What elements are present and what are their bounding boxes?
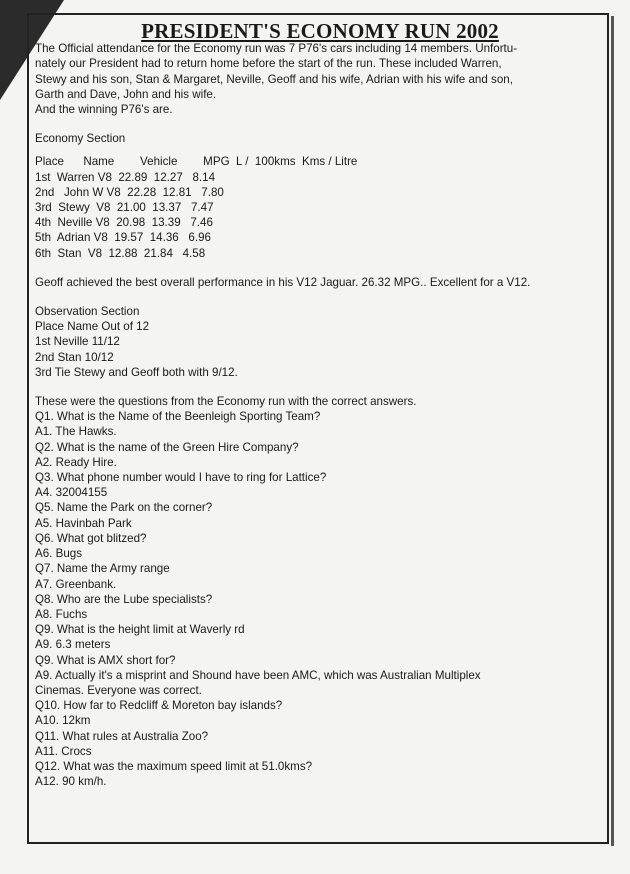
- qa-line: A12. 90 km/h.: [35, 775, 107, 789]
- qa-line: Q6. What got blitzed?: [35, 531, 147, 545]
- qa-line: Q12. What was the maximum speed limit at 51.0kms?: [35, 759, 313, 773]
- qa-line: Q3. What phone number would I have to ring for Lattice?: [35, 471, 327, 485]
- qa-line: A9. 6.3 meters: [35, 638, 111, 652]
- qa-line: A8. Fuchs: [35, 607, 88, 621]
- qa-line: Q1. What is the Name of the Beenleigh Sporting Team?: [35, 410, 321, 424]
- intro-line: And the winning P76's are.: [35, 103, 173, 117]
- qa-line: A9. Actually it's a misprint and Shound have been AMC, which was Australian Multiplex: [35, 668, 481, 682]
- observation-column-headers: Place Name Out of 12: [35, 320, 150, 334]
- intro-line: Stewy and his son, Stan & Margaret, Neville, Geoff and his wife, Adrian with his wife and son,: [35, 72, 513, 86]
- qa-line: Q8. Who are the Lube specialists?: [35, 592, 213, 606]
- qa-line: A7. Greenbank.: [35, 577, 117, 591]
- qa-line: A10. 12km: [35, 714, 91, 728]
- economy-row: 4th Neville V8 20.98 13.39 7.46: [35, 216, 213, 230]
- economy-row: 1st Warren V8 22.89 12.27 8.14: [35, 170, 216, 184]
- economy-row: 3rd Stewy V8 21.00 13.37 7.47: [35, 201, 214, 215]
- observation-row: 2nd Stan 10/12: [35, 350, 114, 364]
- newsletter-article: [35, 19, 605, 789]
- economy-row: 6th Stan V8 12.88 21.84 4.58: [35, 246, 206, 260]
- economy-row: 5th Adrian V8 19.57 14.36 6.96: [35, 231, 211, 245]
- observation-section: [35, 304, 605, 380]
- economy-heading: Economy Section: [35, 132, 126, 146]
- qa-line: A11. Crocs: [35, 744, 92, 758]
- qa-line: A4. 32004155: [35, 486, 108, 500]
- questions-answers-list: [35, 409, 605, 789]
- qa-line: Q5. Name the Park on the corner?: [35, 501, 213, 515]
- qa-line: A1. The Hawks.: [35, 425, 117, 439]
- qa-line: A6. Bugs: [35, 547, 83, 561]
- qa-line: A5. Havinbah Park: [35, 516, 132, 530]
- article-title: PRESIDENT'S ECONOMY RUN 2002: [141, 19, 499, 43]
- qa-line: Q2. What is the name of the Green Hire Company?: [35, 440, 299, 454]
- observation-row: 3rd Tie Stewy and Geoff both with 9/12.: [35, 365, 238, 379]
- observation-heading: Observation Section: [35, 305, 140, 319]
- qa-line: Q9. What is AMX short for?: [35, 653, 176, 667]
- scan-edge-shadow: [611, 16, 614, 846]
- intro-paragraph: [35, 41, 605, 117]
- intro-line: The Official attendance for the Economy run was 7 P76's cars including 14 members. Unfortu-: [35, 42, 518, 56]
- qa-line: A2. Ready Hire.: [35, 455, 117, 469]
- economy-column-headers: Place Name Vehicle MPG L / 100kms Kms / Litre: [35, 155, 358, 169]
- economy-section: [35, 131, 605, 261]
- qa-line: Q10. How far to Redcliff & Moreton bay islands?: [35, 699, 283, 713]
- questions-intro: These were the questions from the Economy run with the correct answers.: [35, 395, 417, 409]
- intro-line: nately our President had to return home before the start of the run. These included Warren,: [35, 57, 502, 71]
- observation-row: 1st Neville 11/12: [35, 335, 120, 349]
- economy-row: 2nd John W V8 22.28 12.81 7.80: [35, 185, 224, 199]
- intro-line: Garth and Dave, John and his wife.: [35, 87, 217, 101]
- geoff-note: Geoff achieved the best overall performance in his V12 Jaguar. 26.32 MPG.. Excellent for a V12.: [35, 275, 531, 289]
- qa-line: Cinemas. Everyone was correct.: [35, 683, 202, 697]
- qa-line: Q11. What rules at Australia Zoo?: [35, 729, 209, 743]
- qa-line: Q9. What is the height limit at Waverly rd: [35, 623, 245, 637]
- qa-line: Q7. Name the Army range: [35, 562, 170, 576]
